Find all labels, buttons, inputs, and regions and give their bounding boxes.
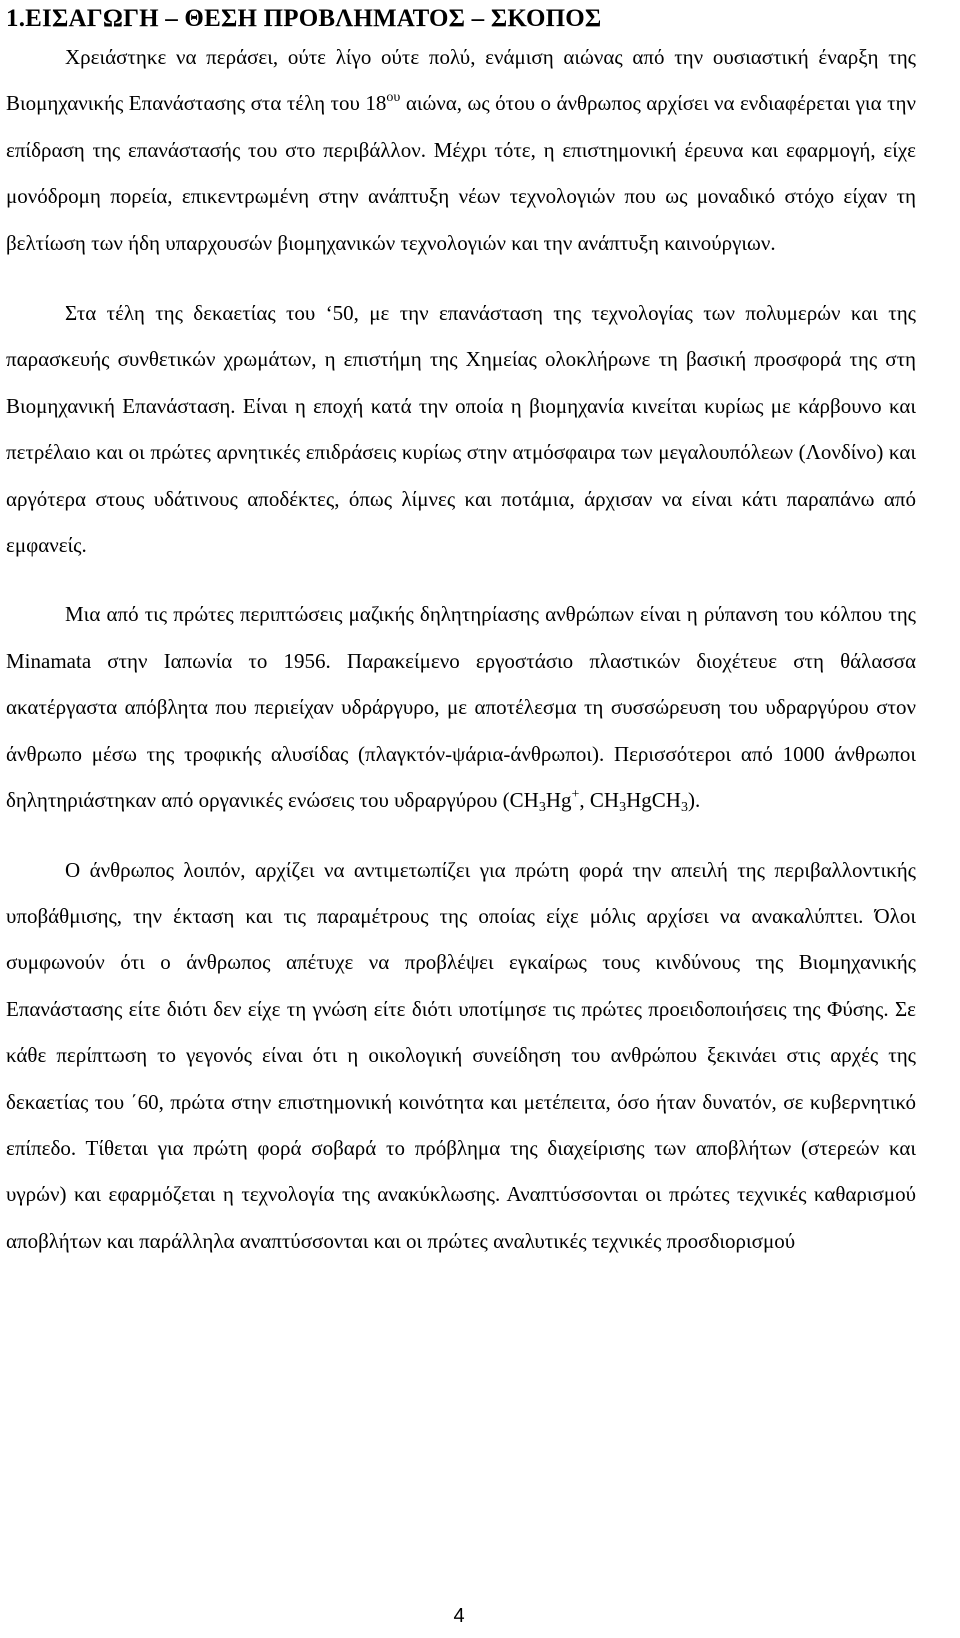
page-number: 4 [453,1605,465,1627]
document-page [6,0,916,1264]
ordinal-superscript: ου [386,90,401,106]
paragraph-fifties: Στα τέλη της δεκαετίας του ‘50, με την επανάσταση της τεχνολογίας των πολυμερών και της παρασκευής συνθετικών χρωμάτων, η επιστήμη της Χημείας ολοκλήρωνε τη βασική προσφορά της στη Βιομηχανική Επανάσταση. Είναι η εποχή κατά την οποία η βιομηχανία κινείται κυρίως με κάρβουνο και πετρέλαιο και οι πρώτες αρνητικές επιδράσεις κυρίως στην ατμόσφαιρα των μεγαλουπόλεων (Λονδίνο) και αργότερα στους υδάτινους αποδέκτες, όπως λίμνες και ποτάμια, άρχισαν να είναι κάτι παραπάνω από εμφανείς. [6,301,916,558]
paragraph-ecological-awareness: Ο άνθρωπος λοιπόν, αρχίζει να αντιμετωπίζει για πρώτη φορά την απειλή της περιβαλλοντικής υποβάθμισης, την έκταση και τις παραμέτρους της οποίας είχε μόλις αρχίσει να ανακαλύπτει. Όλοι συμφωνούν ότι ο άνθρωπος απέτυχε να προβλέψει εγκαίρως τους κινδύνους της Βιομηχανικής Επανάστασης είτε διότι δεν είχε τη γνώση είτε διότι υποτίμησε τις πρώτες προειδοποιήσεις της Φύσης. Σε κάθε περίπτωση το γεγονός είναι ότι η οικολογική συνείδηση του ανθρώπου ξεκινάει στις αρχές της δεκαετίας του ΄60, πρώτα στην επιστημονική κοινότητα και μετέπειτα, όσο ήταν δυνατόν, σε κυβερνητικό επίπεδο. Τίθεται για πρώτη φορά σοβαρά το πρόβλημα της διαχείρισης των αποβλήτων (στερεών και υγρών) και εφαρμόζεται η τεχνολογία της ανακύκλωσης. Αναπτύσσονται οι πρώτες τεχνικές καθαρισμού αποβλήτων και παράλληλα αναπτύσσονται και οι πρώτες αναλυτικές τεχνικές προσδιορισμού [6,857,916,1253]
formula-methylmercury-ion: $CH_3Hg^+$ [509,787,580,816]
paragraph-intro-text-start: Χρειάστηκε να περάσει, ούτε λίγο ούτε πολύ, ενάμιση αιώνας από την ουσιαστική έναρξη της Βιομηχανικής Επανάστασης στα τέλη του 18 [6,45,916,116]
paragraph-minamata: Μια από τις πρώτες περιπτώσεις μαζικής δηλητηρίασης ανθρώπων είναι η ρύπανση του κόλπου της Minamata στην Ιαπωνία το 1956. Παρακείμενο εργοστάσιο πλαστικών διοχέτευε στη θάλασσα ακατέργαστα απόβλητα που περιείχαν υδράργυρο, με αποτέλεσμα τη συσσώρευση του υδραργύρου στον άνθρωπο μέσω της τροφικής αλυσίδας (πλαγκτόν-ψάρια-άνθρωποι). Περισσότεροι από 1000 άνθρωποι δηλητηριάστηκαν από οργανικές ενώσεις του υδραργύρου ($CH_3Hg^+$, $CH_3HgCH_3$). [6,602,916,816]
section-heading: 1.ΕΙΣΑΓΩΓΗ – ΘΕΣΗ ΠΡΟΒΛΗΜΑΤΟΣ – ΣΚΟΠΟΣ [6,5,602,32]
formula-dimethylmercury: $CH_3HgCH_3$ [589,788,688,816]
paragraph-intro [6,34,916,266]
paragraph-minamata-text: Μια από τις πρώτες περιπτώσεις μαζικής δηλητηρίασης ανθρώπων είναι η ρύπανση του κόλπου της Minamata στην Ιαπωνία το 1956. Παρακείμενο εργοστάσιο πλαστικών διοχέτευε στη θάλασσα ακατέργαστα απόβλητα που περιείχαν υδράργυρο, με αποτέλεσμα τη συσσώρευση του υδραργύρου στον άνθρωπο μέσω της τροφικής αλυσίδας (πλαγκτόν-ψάρια-άνθρωποι). Περισσότεροι από 1000 άνθρωποι δηλητηριάστηκαν από οργανικές ενώσεις του υδραργύρου ( [6,602,916,813]
paragraph-intro-text-end: αιώνα, ως ότου ο άνθρωπος αρχίσει να ενδιαφέρεται για την επίδραση της επανάστασής του στο περιβάλλον. Μέχρι τότε, η επιστημονική έρευνα και εφαρμογή, είχε μονόδρομη πορεία, επικεντρωμένη στην ανάπτυξη νέων τεχνολογιών που ως μοναδικό στόχο είχαν τη βελτίωση των ήδη υπαρχουσών βιομηχανικών τεχνολογιών και την ανάπτυξη καινούργιων. [6,91,916,255]
